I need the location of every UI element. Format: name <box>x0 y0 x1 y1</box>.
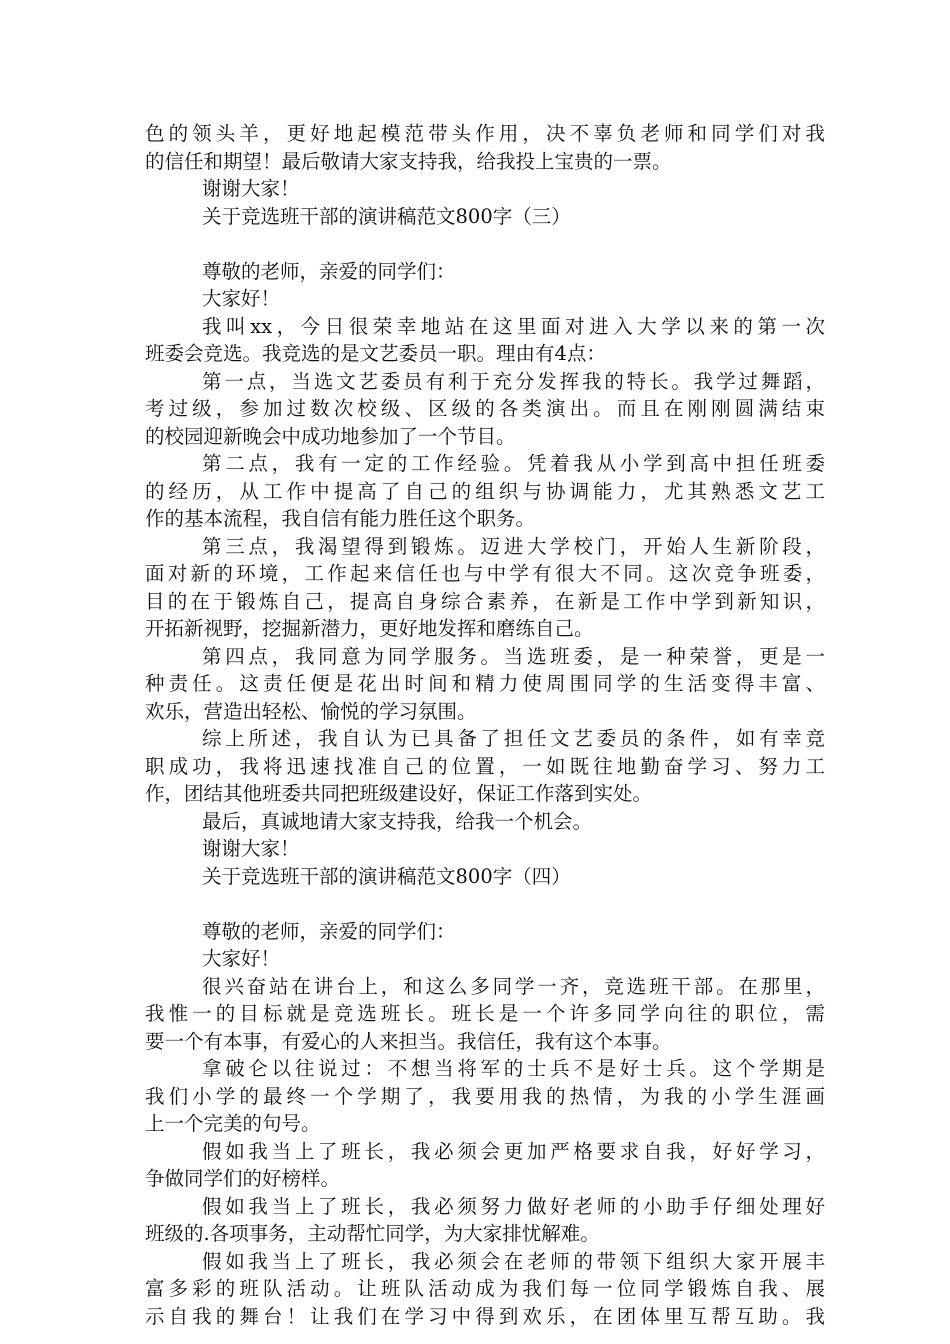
greeting: 大家好！ <box>202 287 281 310</box>
text-line: 综上所述，我自认为已具备了担任文艺委员的条件，如有幸竞 <box>202 727 825 750</box>
text-line: 第一点，当选文艺委员有利于充分发挥我的特长。我学过舞蹈， <box>202 369 825 393</box>
text-line: 假如我当上了班长，我必须会在老师的带领下组织大家开展丰 <box>202 1249 825 1273</box>
salutation: 尊敬的老师，亲爱的同学们： <box>202 919 456 943</box>
text-line: 上一个完美的句号。 <box>145 1112 321 1135</box>
text-line: 欢乐，营造出轻松、愉悦的学习氛围。 <box>145 699 477 723</box>
text-line: 色的领头羊，更好地起模范带头作用，决不辜负老师和同学们对我 <box>145 122 825 145</box>
text-line: 考过级，参加过数次校级、区级的各类演出。而且在刚刚圆满结束 <box>145 397 825 420</box>
text-line: 面对新的环境，工作起来信任也与中学有很大不同。这次竞争班委， <box>145 562 825 585</box>
text-line: 的经历，从工作中提高了自己的组织与协调能力，尤其熟悉文艺工 <box>145 479 825 503</box>
text-line: 作的基本流程，我自信有能力胜任这个职务。 <box>145 507 536 530</box>
greeting: 大家好！ <box>202 947 281 970</box>
text-line: 假如我当上了班长，我必须努力做好老师的小助手仔细处理好 <box>202 1194 825 1218</box>
text-line: 开拓新视野，挖掘新潜力，更好地发挥和磨练自己。 <box>145 617 594 640</box>
blank-line <box>145 890 825 918</box>
text-line: 的校园迎新晚会中成功地参加了一个节目。 <box>145 424 516 448</box>
text-line: 种责任。这责任便是花出时间和精力使周围同学的生活变得丰富、 <box>145 672 825 695</box>
text-line: 作，团结其他班委共同把班级建设好，保证工作落到实处。 <box>145 782 653 805</box>
text-line: 的信任和期望！最后敬请大家支持我，给我投上宝贵的一票。 <box>145 149 672 173</box>
text-line: 班委会竞选。我竞选的是文艺委员一职。理由有4点： <box>145 342 606 365</box>
text-line: 谢谢大家！ <box>202 177 300 200</box>
document-body <box>145 120 825 1330</box>
text-line: 示自我的舞台！让我们在学习中得到欢乐，在团体里互帮互助。我 <box>145 1304 825 1328</box>
salutation: 尊敬的老师，亲爱的同学们： <box>202 259 456 283</box>
text-line: 第四点，我同意为同学服务。当选班委，是一种荣誉，更是一 <box>202 644 825 668</box>
text-line: 要一个有本事，有爱心的人来担当。我信任，我有这个本事。 <box>145 1029 672 1053</box>
text-line: 我叫xx，今日很荣幸地站在这里面对进入大学以来的第一次 <box>202 314 825 338</box>
text-line: 拿破仑以往说过：不想当将军的士兵不是好士兵。这个学期是 <box>202 1057 825 1080</box>
text-line: 谢谢大家！ <box>202 837 300 860</box>
text-line: 富多彩的班队活动。让班队活动成为我们每一位同学锻炼自我、展 <box>145 1277 825 1300</box>
text-line: 争做同学们的好榜样。 <box>145 1167 341 1190</box>
section-heading: 关于竞选班干部的演讲稿范文800字（三） <box>202 204 571 228</box>
text-line: 目的在于锻炼自己，提高自身综合素养，在新是工作中学到新知识， <box>145 589 825 613</box>
text-line: 第二点，我有一定的工作经验。凭着我从小学到高中担任班委 <box>202 452 825 475</box>
section-heading: 关于竞选班干部的演讲稿范文800字（四） <box>202 864 571 888</box>
text-line: 很兴奋站在讲台上，和这么多同学一齐，竞选班干部。在那里， <box>202 974 825 998</box>
text-line: 班级的.各项事务，主动帮忙同学，为大家排忧解难。 <box>145 1222 600 1245</box>
text-line: 假如我当上了班长，我必须会更加严格要求自我，好好学习， <box>202 1139 825 1163</box>
text-line: 最后，真诚地请大家支持我，给我一个机会。 <box>202 809 593 833</box>
text-line: 第三点，我渴望得到锻炼。迈进大学校门，开始人生新阶段， <box>202 534 825 558</box>
text-line: 职成功，我将迅速找准自己的位置，一如既往地勤奋学习、努力工 <box>145 754 825 778</box>
text-line: 我们小学的最终一个学期了，我要用我的热情，为我的小学生涯画 <box>145 1084 825 1108</box>
blank-line <box>145 230 825 258</box>
text-line: 我惟一的目标就是竞选班长。班长是一个许多同学向往的职位，需 <box>145 1002 825 1025</box>
